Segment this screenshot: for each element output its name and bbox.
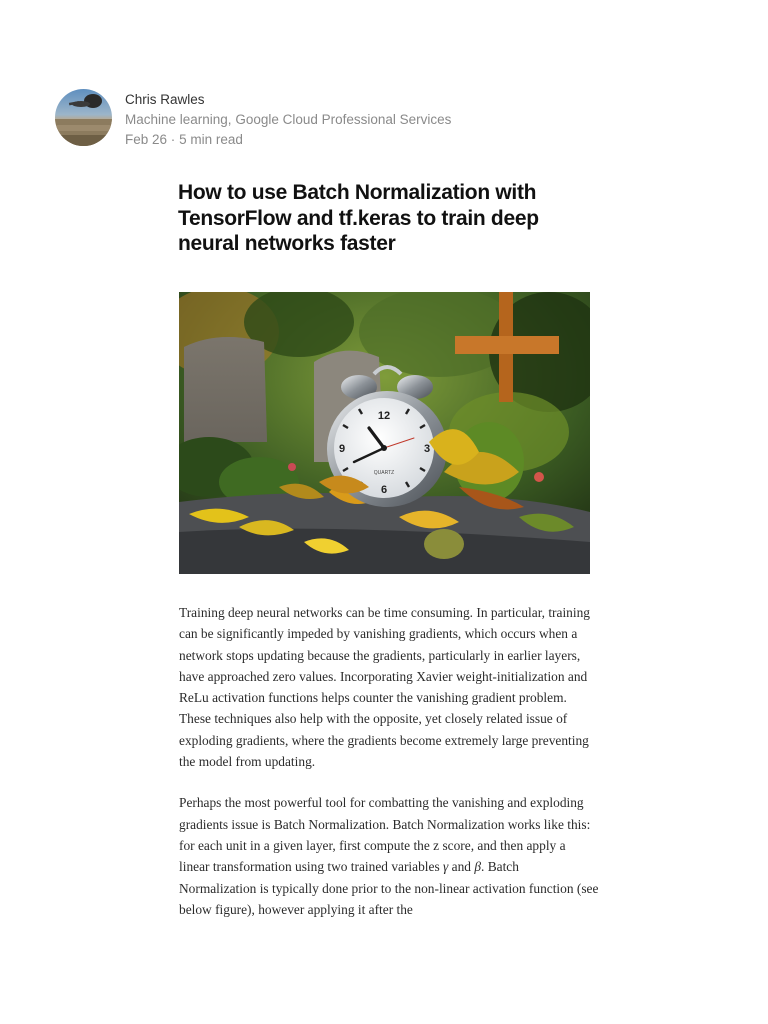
clock-graveyard-photo xyxy=(179,292,590,574)
meta-separator: · xyxy=(170,132,176,147)
article-meta xyxy=(125,130,451,150)
article-body xyxy=(179,602,599,940)
avatar-image xyxy=(55,89,112,146)
clock-number: 3 xyxy=(423,443,431,455)
author-bio: Machine learning, Google Cloud Professional Services xyxy=(125,112,452,127)
beta-symbol: β xyxy=(474,859,481,875)
gamma-symbol: γ xyxy=(443,859,449,875)
read-time: 5 min read xyxy=(179,132,243,147)
clock-brand: QUARTZ xyxy=(373,470,395,476)
paragraph-1: Training deep neural networks can be time consuming. In particular, training can be significantly impeded by vanishing gradients, which occurs when a network stops updating because the gradients, particularly in earlier layers, have approached zero values. Incorporating Xavier weight-initialization and ReLu activation functions helps counter the vanishing gradient problem. These techniques also help with the opposite, yet closely related issue of exploding gradients, where the gradients become extremely large preventing the model from updating. xyxy=(179,605,590,770)
paragraph-2-text: . Batch Normalization is typically done prior to the non-linear activation function (see below figure), however applying it after the xyxy=(179,859,599,917)
author-avatar[interactable] xyxy=(55,89,112,146)
clock-number: 9 xyxy=(338,443,346,455)
paragraph-2-text: and xyxy=(448,859,475,875)
hero-image xyxy=(179,292,590,574)
paragraph-2 xyxy=(179,792,599,920)
paragraph-2-text: Perhaps the most powerful tool for combatting the vanishing and exploding gradients issue is Batch Normalization. Batch Normalization works like this: for each unit in a given layer, first compute the z score, and then apply a linear transformation using two trained variables xyxy=(179,795,591,875)
article-title: How to use Batch Normalization with TensorFlow and tf.keras to train deep neural networks faster xyxy=(178,181,539,255)
publish-date[interactable]: Feb 26 xyxy=(125,132,168,147)
clock-number: 12 xyxy=(377,410,391,422)
clock-number: 6 xyxy=(380,484,388,496)
author-name[interactable]: Chris Rawles xyxy=(125,92,205,107)
